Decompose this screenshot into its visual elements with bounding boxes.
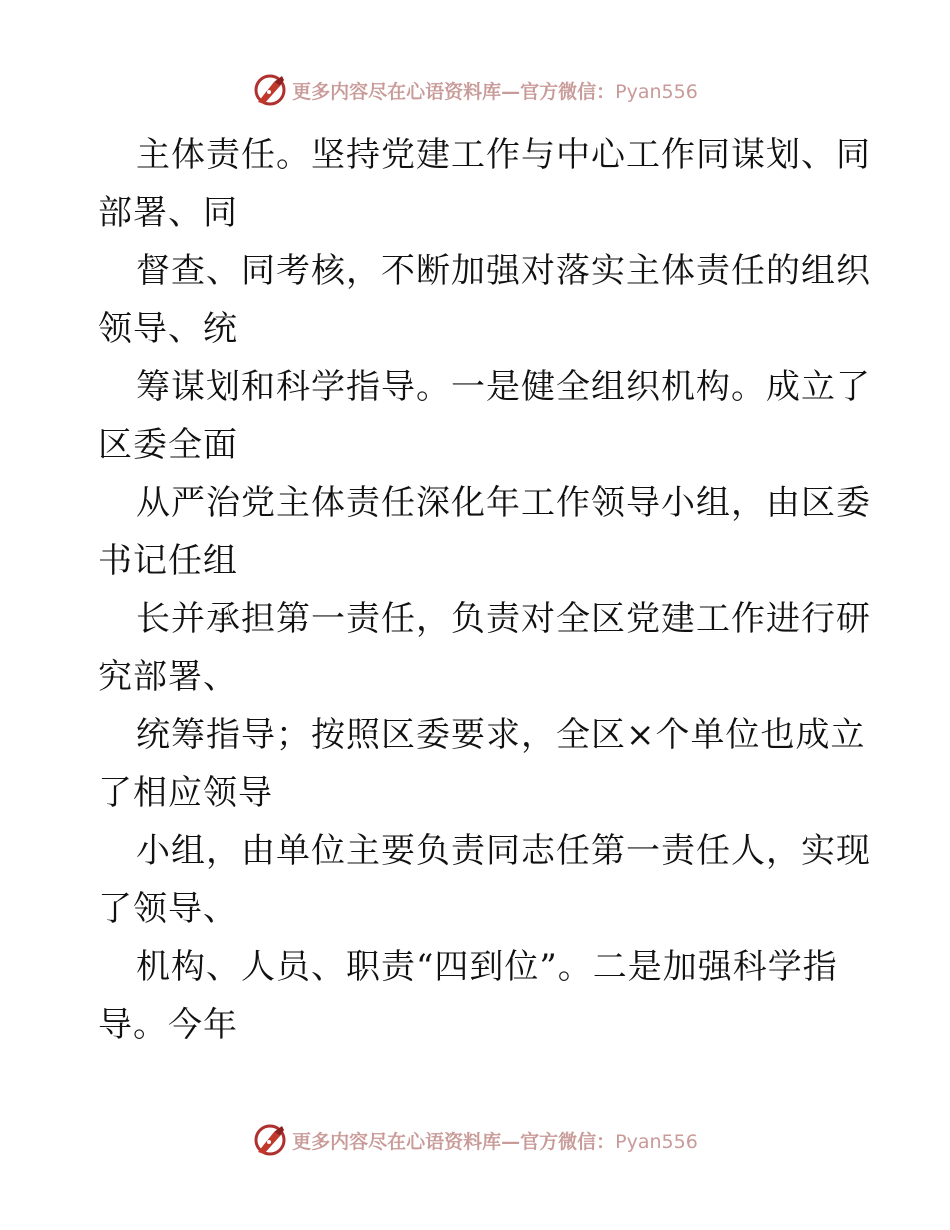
header-banner	[0, 70, 950, 110]
banner-text	[292, 1127, 698, 1154]
banner-slogan: 更多内容尽在心语资料库—官方微信：	[292, 80, 616, 103]
banner-text	[292, 77, 698, 104]
document-body	[98, 126, 871, 1054]
paragraph-line: 部署、同	[98, 193, 238, 233]
paragraph-line: 统筹指导；按照区委要求，全区×个单位也成立	[136, 715, 866, 755]
banner-wechat-id: Pyan556	[615, 80, 698, 103]
paragraph-line: 筹谋划和科学指导。一是健全组织机构。成立了	[136, 367, 871, 407]
banner-wechat-id: Pyan556	[615, 1130, 698, 1153]
pen-logo-icon	[252, 72, 288, 108]
paragraph-line: 究部署、	[98, 657, 238, 697]
paragraph	[98, 242, 871, 358]
paragraph	[98, 938, 858, 1054]
paragraph	[98, 822, 871, 938]
banner-slogan: 更多内容尽在心语资料库—官方微信：	[292, 1130, 616, 1153]
paragraph	[98, 474, 871, 590]
paragraph-line: 督查、同考核，不断加强对落实主体责任的组织	[136, 251, 871, 291]
paragraph-line: 区委全面	[98, 425, 238, 465]
paragraph-line: 主体责任。坚持党建工作与中心工作同谋划、同	[136, 135, 871, 175]
paragraph-line: 长并承担第一责任，负责对全区党建工作进行研	[136, 599, 871, 639]
paragraph	[98, 126, 871, 242]
footer-banner	[0, 1120, 950, 1160]
paragraph-line: 领导、统	[98, 309, 238, 349]
pen-logo-icon	[252, 1122, 288, 1158]
paragraph-line: 小组，由单位主要负责同志任第一责任人，实现	[136, 831, 871, 871]
paragraph	[98, 590, 871, 706]
paragraph-line: 了领导、	[98, 889, 238, 929]
paragraph-line: 机构、人员、职责“四到位”。二是加强科学指	[136, 947, 838, 987]
paragraph-line: 导。今年	[98, 1005, 238, 1045]
paragraph-line: 了相应领导	[98, 773, 273, 813]
paragraph-line: 从严治党主体责任深化年工作领导小组，由区委	[136, 483, 871, 523]
paragraph	[98, 706, 866, 822]
paragraph	[98, 358, 871, 474]
paragraph-line: 书记任组	[98, 541, 238, 581]
